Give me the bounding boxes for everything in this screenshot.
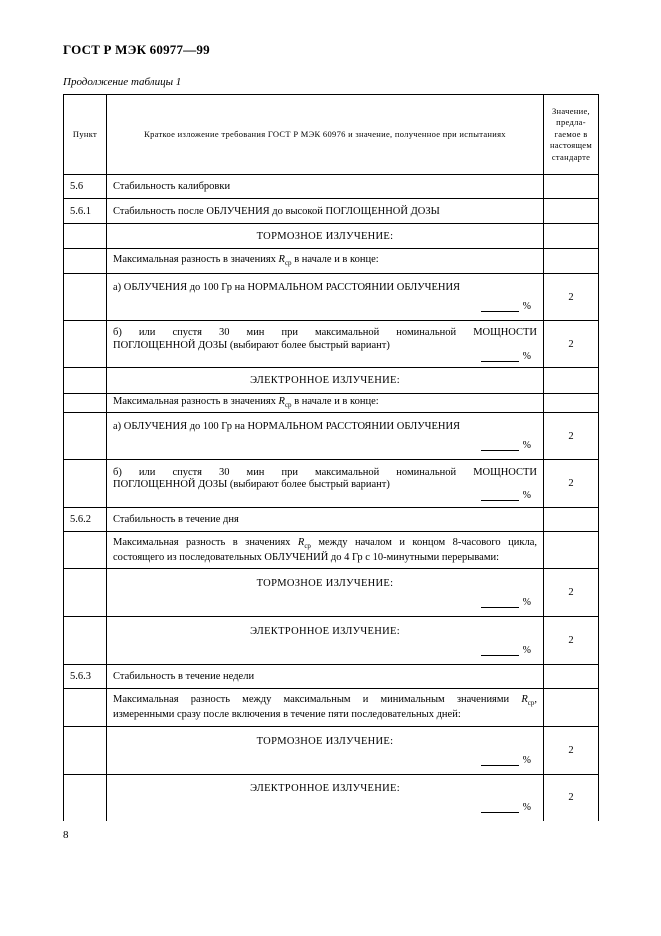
row-number [64, 249, 107, 274]
row-number [64, 617, 107, 665]
row-number [64, 532, 107, 569]
row-value [544, 368, 599, 394]
page-number: 8 [63, 829, 69, 841]
row-value: 2 [544, 460, 599, 508]
row-value: 2 [544, 321, 599, 368]
row-number [64, 274, 107, 321]
table-row [64, 665, 599, 689]
table-row [64, 617, 599, 665]
table-row [64, 199, 599, 224]
row-number: 5.6.2 [64, 508, 107, 532]
radiation-heading: ТОРМОЗНОЕ ИЗЛУЧЕНИЕ: [256, 735, 394, 747]
row-value [544, 394, 599, 413]
row-number [64, 321, 107, 368]
blank-field: % [113, 301, 537, 312]
symbol-r: R [297, 536, 305, 548]
row-number: 5.6.3 [64, 665, 107, 689]
row-value: 2 [544, 413, 599, 460]
table-row [64, 394, 599, 413]
row-text: б) или спустя 30 мин при максимальной номинальной МОЩНОСТИ ПОГЛОЩЕННОЙ ДОЗЫ (выбирают более быстрый вариант) % [107, 321, 544, 368]
row-text: Стабильность в течение дня [107, 508, 544, 532]
row-value: 2 [544, 274, 599, 321]
table-row [64, 508, 599, 532]
row-value: 2 [544, 617, 599, 665]
row-value [544, 665, 599, 689]
row-text: Максимальная разность в значениях $R_{ср}$ в начале и в конце: [107, 249, 544, 274]
row-value [544, 199, 599, 224]
radiation-heading: ТОРМОЗНОЕ ИЗЛУЧЕНИЕ: [256, 577, 394, 589]
row-number [64, 689, 107, 727]
table-row [64, 532, 599, 569]
column-header-value: Значение, предла-гаемое в настоящем стандарте [544, 95, 599, 175]
row-text: Максимальная разность в значениях $R_{ср}$ в начале и в конце: [107, 394, 544, 413]
table-header-row [64, 95, 599, 175]
row-text: Максимальная разность в значениях $R_{ср}$ между началом и концом 8-часового цикла, состоящего из последовательных ОБЛУЧЕНИЙ до 4 Гр с 10-минутными перерывами: [107, 532, 544, 569]
row-text [107, 727, 544, 775]
row-number [64, 413, 107, 460]
row-number [64, 727, 107, 775]
symbol-r: R [278, 254, 285, 266]
row-value [544, 532, 599, 569]
radiation-heading: ТОРМОЗНОЕ ИЗЛУЧЕНИЕ: [107, 224, 544, 249]
table-row [64, 727, 599, 775]
table-row [64, 689, 599, 727]
row-number: 5.6.1 [64, 199, 107, 224]
row-text: б) или спустя 30 мин при максимальной номинальной МОЩНОСТИ ПОГЛОЩЕННОЙ ДОЗЫ (выбирают более быстрый вариант) % [107, 460, 544, 508]
symbol-r: R [278, 396, 285, 408]
table-row [64, 413, 599, 460]
table-row [64, 775, 599, 821]
row-value [544, 249, 599, 274]
row-text [107, 617, 544, 665]
row-value: 2 [544, 775, 599, 821]
radiation-heading: ЭЛЕКТРОННОЕ ИЗЛУЧЕНИЕ: [107, 368, 544, 394]
row-number [64, 775, 107, 821]
radiation-heading: ЭЛЕКТРОННОЕ ИЗЛУЧЕНИЕ: [250, 782, 400, 794]
blank-field: % [113, 351, 537, 362]
blank-field: % [113, 645, 537, 656]
row-text: а) ОБЛУЧЕНИЯ до 100 Гр на НОРМАЛЬНОМ РАССТОЯНИИ ОБЛУЧЕНИЯ % [107, 274, 544, 321]
row-number [64, 224, 107, 249]
radiation-heading: ЭЛЕКТРОННОЕ ИЗЛУЧЕНИЕ: [250, 625, 400, 637]
row-text [107, 775, 544, 821]
row-text: Стабильность в течение недели [107, 665, 544, 689]
table-row [64, 249, 599, 274]
row-text: Максимальная разность между максимальным и минимальным значениями $R_{ср}$, измеренными сразу после включения в течение пяти последовательных дней: [107, 689, 544, 727]
table-row [64, 274, 599, 321]
blank-field: % [113, 802, 537, 813]
row-value [544, 508, 599, 532]
table-row [64, 368, 599, 394]
row-text: а) ОБЛУЧЕНИЯ до 100 Гр на НОРМАЛЬНОМ РАССТОЯНИИ ОБЛУЧЕНИЯ % [107, 413, 544, 460]
column-header-item: Пункт [64, 95, 107, 175]
row-text: Стабильность после ОБЛУЧЕНИЯ до высокой ПОГЛОЩЕННОЙ ДОЗЫ [107, 199, 544, 224]
table-row [64, 175, 599, 199]
row-value [544, 224, 599, 249]
blank-field: % [113, 490, 537, 501]
row-number [64, 368, 107, 394]
blank-field: % [113, 597, 537, 608]
row-value [544, 689, 599, 727]
row-value [544, 175, 599, 199]
column-header-summary: Краткое изложение требования ГОСТ Р МЭК 60976 и значение, полученное при испытаниях [107, 95, 544, 175]
table-row [64, 321, 599, 368]
row-number: 5.6 [64, 175, 107, 199]
table-row [64, 460, 599, 508]
blank-field: % [113, 755, 537, 766]
requirements-table [63, 94, 599, 821]
row-text: Стабильность калибровки [107, 175, 544, 199]
row-number [64, 460, 107, 508]
table-row [64, 224, 599, 249]
table-continuation-caption: Продолжение таблицы 1 [63, 76, 182, 88]
row-number [64, 569, 107, 617]
document-title: ГОСТ Р МЭК 60977—99 [63, 42, 210, 57]
row-value: 2 [544, 727, 599, 775]
blank-field: % [113, 440, 537, 451]
row-value: 2 [544, 569, 599, 617]
table-row [64, 569, 599, 617]
symbol-r: R [521, 694, 528, 706]
row-text [107, 569, 544, 617]
row-number [64, 394, 107, 413]
